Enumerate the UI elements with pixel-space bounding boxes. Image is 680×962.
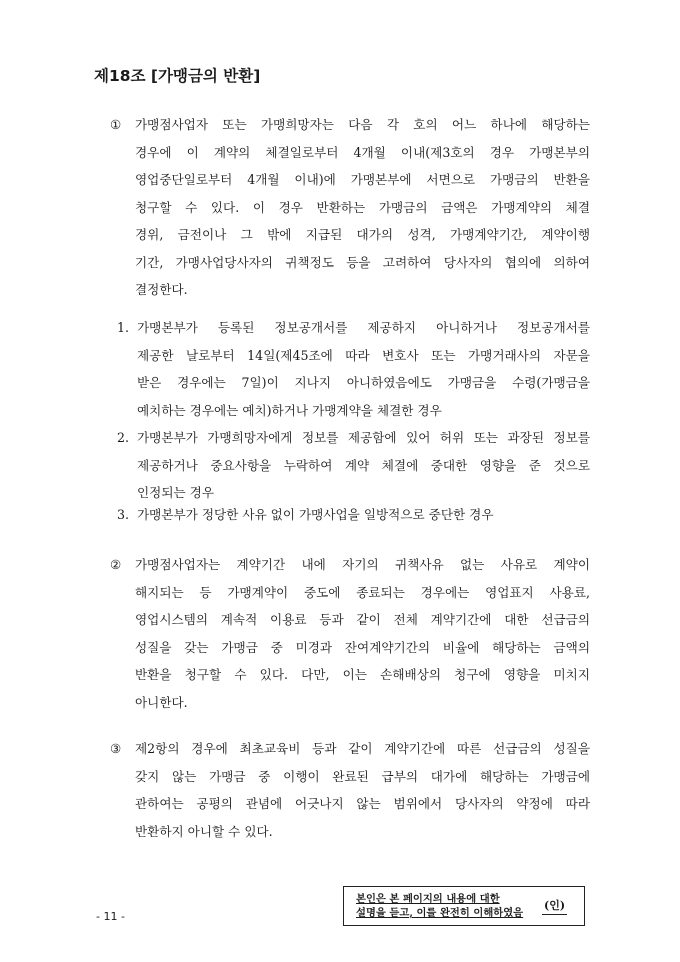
list-item-number: 3.	[117, 507, 130, 522]
article-heading: 제18조 [가맹금의 반환]	[94, 67, 261, 85]
clause-3-marker: ③	[110, 741, 122, 756]
confirmation-line: 설명을 듣고, 이를 완전히 이해하였음	[356, 907, 524, 919]
clause-3	[110, 735, 590, 845]
list-item	[117, 424, 590, 507]
clause-2-line: 해지되는 등 가맹계약이 중도에 종료되는 경우에는 영업표지 사용료,	[135, 584, 590, 600]
clause-3-line: ③ 제2항의 경우에 최초교육비 등과 같이 계약기간에 따른 선급금의 성질을	[110, 735, 590, 763]
clause-1-line: 청구할 수 있다. 이 경우 반환하는 가맹금의 금액은 가맹계약의 체결	[135, 199, 590, 215]
clause-1-line: 기간, 가맹사업당사자의 귀책정도 등을 고려하여 당사자의 협의에 의하여	[135, 254, 590, 270]
clause-2	[110, 551, 590, 716]
list-item-line: 1. 가맹본부가 등록된 정보공개서를 제공하지 아니하거나 정보공개서를	[117, 314, 590, 342]
list-item-line: 인정되는 경우	[137, 485, 214, 500]
clause-2-marker: ②	[110, 557, 122, 572]
list-item-line: 예치하는 경우에는 예치)하거나 가맹계약을 체결한 경우	[137, 402, 442, 418]
clause-1	[110, 111, 590, 304]
clause-1-line: 경우에 이 계약의 체결일로부터 4개월 이내(제3호의 경우 가맹본부의	[135, 144, 590, 160]
list-item-line: 2. 가맹본부가 가맹희망자에게 정보를 제공함에 있어 허위 또는 과장된 정보를	[117, 424, 590, 452]
clause-1-line: 결정한다.	[135, 282, 188, 297]
clause-3-line: 반환하지 아니할 수 있다.	[135, 823, 273, 839]
clause-1-line: 영업중단일로부터 4개월 이내)에 가맹본부에 서면으로 가맹금의 반환을	[135, 172, 590, 187]
clause-2-line: 성질을 갖는 가맹금 중 미경과 잔여계약기간의 비율에 해당하는 금액의	[135, 639, 590, 655]
list-item-line: 3. 가맹본부가 정당한 사유 없이 가맹사업을 일방적으로 중단한 경우	[117, 501, 590, 529]
list-item-line: 받은 경우에는 7일)이 지나지 아니하였음에도 가맹금을 수령(가맹금을	[137, 375, 590, 390]
clause-3-line: 관하여는 공평의 관념에 어긋나지 않는 범위에서 당사자의 약정에 따라	[135, 796, 590, 811]
clause-2-line: 반환을 청구할 수 있다. 다만, 이는 손해배상의 청구에 영향을 미치지	[135, 667, 590, 682]
clause-2-line: 아니한다.	[135, 694, 188, 710]
clause-1-line: ① 가맹점사업자 또는 가맹희망자는 다음 각 호의 어느 하나에 해당하는	[110, 111, 590, 139]
list-item	[117, 314, 590, 424]
page-number: - 11 -	[96, 910, 125, 923]
list-item-line: 제공하거나 중요사항을 누락하여 계약 체결에 중대한 영향을 준 것으로	[137, 457, 590, 473]
confirmation-line: 본인은 본 페이지의 내용에 대한	[356, 893, 500, 905]
clause-1-marker: ①	[110, 117, 122, 132]
clause-1-line: 경위, 금전이나 그 밖에 지급된 대가의 성격, 가맹계약기간, 계약이행	[135, 227, 590, 242]
clause-3-line: 갖지 않는 가맹금 중 이행이 완료된 급부의 대가에 해당하는 가맹금에	[135, 768, 590, 784]
list-item-number: 1.	[117, 320, 130, 335]
confirmation-box	[343, 886, 585, 926]
list-item-line: 제공한 날로부터 14일(제45조에 따라 변호사 또는 가맹거래사의 자문을	[137, 347, 590, 363]
signature-seal-field[interactable]: (인)	[542, 897, 567, 915]
list-item	[117, 501, 590, 529]
list-item-number: 2.	[117, 430, 130, 445]
clause-2-line: ② 가맹점사업자는 계약기간 내에 자기의 귀책사유 없는 사유로 계약이	[110, 551, 590, 579]
clause-2-line: 영업시스템의 계속적 이용료 등과 같이 전체 계약기간에 대한 선급금의	[135, 612, 590, 627]
confirmation-text	[344, 892, 538, 920]
